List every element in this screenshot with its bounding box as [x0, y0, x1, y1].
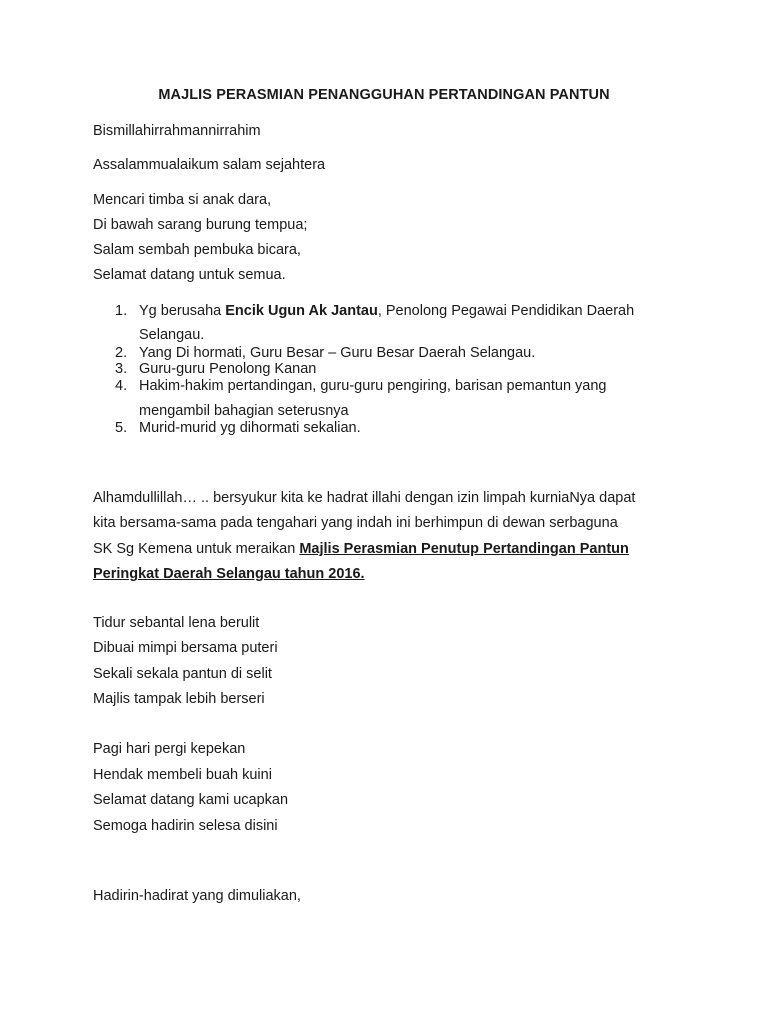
list-text: Yg berusaha — [139, 303, 226, 319]
pantun3-line: Semoga hadirin selesa disini — [93, 818, 278, 834]
pantun2-line: Sekali sekala pantun di selit — [93, 666, 272, 682]
paragraph-line: kita bersama-sama pada tengahari yang indah ini berhimpun di dewan serbaguna — [93, 515, 618, 531]
list-text: Guru-guru Penolong Kanan — [139, 361, 317, 377]
event-name-underlined: Peringkat Daerah Selangau tahun 2016. — [93, 566, 365, 582]
list-item — [115, 419, 361, 437]
list-text: Yang Di hormati, Guru Besar – Guru Besar Daerah Selangau. — [139, 345, 536, 361]
list-number: 2. — [115, 345, 128, 361]
list-text: , Penolong Pegawai Pendidikan Daerah — [377, 303, 635, 319]
event-name-underlined: Majlis Perasmian Penutup Pertandingan Pantun — [299, 541, 629, 557]
paragraph-line — [93, 565, 365, 583]
greeting-salam: Assalammualaikum salam sejahtera — [93, 157, 326, 173]
closing-line: Hadirin-hadirat yang dimuliakan, — [93, 888, 301, 904]
pantun1-line: Di bawah sarang burung tempua; — [93, 217, 308, 233]
greeting-bismillah: Bismillahirrahmannirrahim — [93, 123, 261, 139]
paragraph-text: SK Sg Kemena untuk meraikan — [93, 541, 300, 557]
pantun2-line: Tidur sebantal lena berulit — [93, 615, 260, 631]
list-number: 1. — [115, 303, 128, 319]
pantun3-line: Selamat datang kami ucapkan — [93, 792, 289, 808]
pantun2-line: Dibuai mimpi bersama puteri — [93, 640, 278, 656]
list-number: 5. — [115, 420, 128, 436]
pantun1-line: Salam sembah pembuka bicara, — [93, 242, 301, 258]
pantun2-line: Majlis tampak lebih berseri — [93, 691, 265, 707]
list-continuation: mengambil bahagian seterusnya — [139, 403, 349, 419]
pantun3-line: Pagi hari pergi kepekan — [93, 741, 246, 757]
paragraph-line — [93, 540, 629, 558]
list-item — [115, 377, 607, 395]
list-bold-name: Encik Ugun Ak Jantau — [225, 303, 378, 319]
pantun1-line: Selamat datang untuk semua. — [93, 267, 286, 283]
list-item — [115, 302, 634, 320]
list-text: Murid-murid yg dihormati sekalian. — [139, 420, 361, 436]
list-continuation: Selangau. — [139, 327, 205, 343]
list-number: 4. — [115, 378, 128, 394]
pantun3-line: Hendak membeli buah kuini — [93, 767, 272, 783]
paragraph-line: Alhamdullillah… .. bersyukur kita ke hadrat illahi dengan izin limpah kurniaNya dapat — [93, 490, 636, 506]
list-text: Hakim-hakim pertandingan, guru-guru pengiring, barisan pemantun yang — [139, 378, 607, 394]
document-title: MAJLIS PERASMIAN PENANGGUHAN PERTANDINGAN PANTUN — [158, 87, 610, 103]
list-number: 3. — [115, 361, 128, 377]
pantun1-line: Mencari timba si anak dara, — [93, 192, 272, 208]
list-item — [115, 360, 316, 378]
